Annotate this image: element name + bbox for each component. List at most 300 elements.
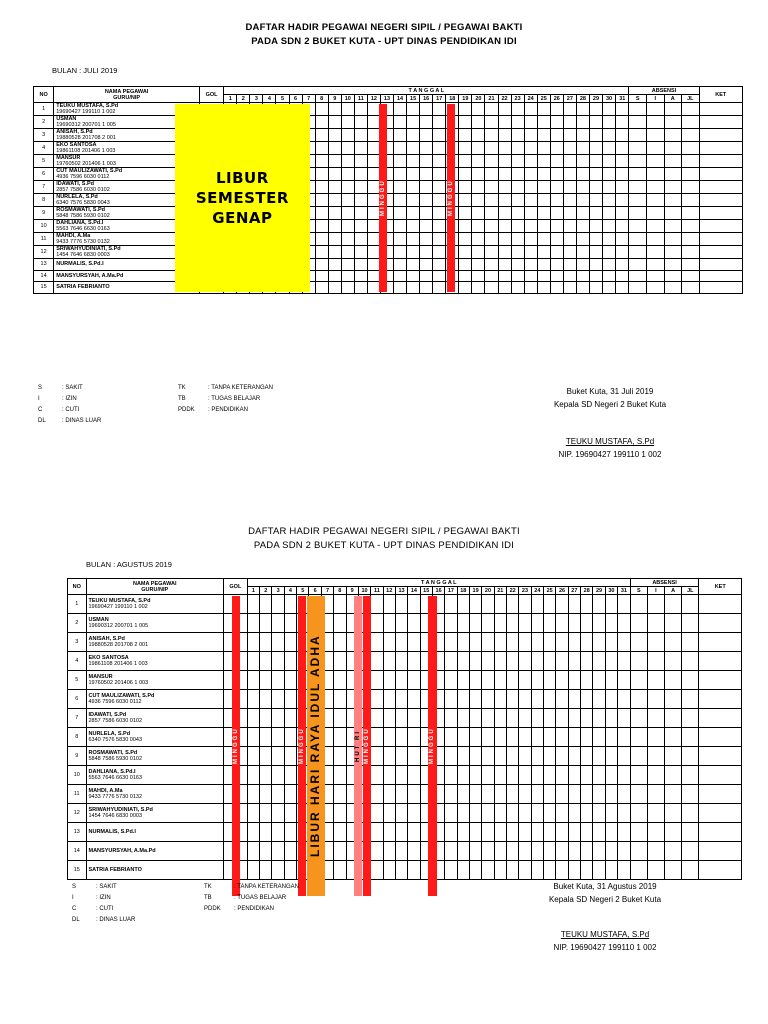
day-cell <box>563 246 576 259</box>
day-cell <box>593 747 605 766</box>
employee-cell <box>86 614 223 633</box>
day-cell <box>328 155 341 168</box>
day-cell <box>472 220 485 233</box>
july-legend-left <box>38 383 101 427</box>
row-number: 3 <box>68 633 87 652</box>
day-cell <box>354 220 367 233</box>
day-header: 12 <box>367 95 380 103</box>
day-cell <box>544 652 556 671</box>
day-cell <box>511 233 524 246</box>
day-cell <box>506 804 518 823</box>
day-cell <box>531 633 543 652</box>
day-header: 6 <box>309 587 321 595</box>
day-cell <box>482 633 494 652</box>
absensi-cell <box>664 129 682 142</box>
day-cell <box>519 842 531 861</box>
absensi-cell <box>647 614 664 633</box>
absensi-cell <box>646 129 664 142</box>
day-cell <box>395 728 407 747</box>
day-cell <box>433 282 446 294</box>
day-cell <box>494 595 506 614</box>
absensi-cell <box>682 155 700 168</box>
day-cell <box>284 709 296 728</box>
day-cell <box>563 155 576 168</box>
absensi-cell <box>646 259 664 271</box>
absensi-cell <box>665 842 682 861</box>
day-header: 21 <box>485 95 498 103</box>
day-cell <box>576 270 589 282</box>
legend-item <box>178 405 273 416</box>
day-cell <box>383 823 395 842</box>
day-header: 17 <box>445 587 457 595</box>
table-row <box>34 155 743 168</box>
day-cell <box>603 181 616 194</box>
legend-code: I <box>72 895 74 901</box>
absensi-cell <box>629 282 647 294</box>
employee-name: ANISAH, S.Pd <box>88 636 125 642</box>
day-cell <box>531 747 543 766</box>
day-cell <box>581 785 593 804</box>
day-cell <box>354 246 367 259</box>
absensi-cell <box>682 233 700 246</box>
day-cell <box>395 804 407 823</box>
table-row <box>34 103 743 116</box>
july-holiday-block <box>175 104 310 292</box>
day-cell <box>433 194 446 207</box>
day-cell <box>433 103 446 116</box>
day-cell <box>433 168 446 181</box>
day-cell <box>315 168 328 181</box>
day-cell <box>469 747 481 766</box>
day-cell <box>498 155 511 168</box>
absensi-cell <box>682 842 699 861</box>
day-cell <box>383 614 395 633</box>
day-cell <box>260 766 272 785</box>
day-cell <box>408 842 420 861</box>
ket-cell <box>699 633 742 652</box>
day-cell <box>395 633 407 652</box>
day-cell <box>341 142 354 155</box>
legend-code: DL <box>72 917 80 923</box>
day-cell <box>537 270 550 282</box>
day-cell <box>445 709 457 728</box>
day-cell <box>531 671 543 690</box>
day-cell <box>457 861 469 880</box>
day-cell <box>394 168 407 181</box>
day-cell <box>420 181 433 194</box>
day-cell <box>581 728 593 747</box>
day-cell <box>457 804 469 823</box>
day-cell <box>394 181 407 194</box>
day-cell <box>407 116 420 129</box>
day-cell <box>457 652 469 671</box>
day-cell <box>556 747 568 766</box>
employee-name: SATRIA FEBRIANTO <box>56 284 110 291</box>
legend-item <box>38 405 101 416</box>
day-cell <box>544 671 556 690</box>
day-header: 21 <box>494 587 506 595</box>
day-cell <box>247 633 259 652</box>
day-cell <box>511 168 524 181</box>
absensi-cell <box>665 595 682 614</box>
day-cell <box>260 690 272 709</box>
day-cell <box>247 728 259 747</box>
ket-cell <box>699 194 742 207</box>
day-cell <box>445 614 457 633</box>
day-cell <box>445 690 457 709</box>
day-cell <box>556 671 568 690</box>
day-cell <box>537 181 550 194</box>
day-cell <box>383 747 395 766</box>
day-header: 17 <box>433 95 446 103</box>
day-cell <box>550 207 563 220</box>
day-cell <box>550 270 563 282</box>
day-cell <box>433 116 446 129</box>
august-legend-left <box>72 882 135 926</box>
day-cell <box>315 142 328 155</box>
day-cell <box>485 282 498 294</box>
july-date-place: Buket Kuta, 31 Juli 2019 <box>566 387 654 396</box>
absensi-cell <box>647 842 664 861</box>
table-row <box>68 785 742 804</box>
employee-name: TEUKU MUSTAFA, S.Pd <box>88 598 151 604</box>
day-cell <box>383 728 395 747</box>
day-cell <box>284 728 296 747</box>
day-cell <box>550 233 563 246</box>
day-cell <box>603 155 616 168</box>
col-ket-header: KET <box>699 87 742 103</box>
absensi-cell <box>665 690 682 709</box>
day-cell <box>519 690 531 709</box>
day-cell <box>531 595 543 614</box>
day-cell <box>472 155 485 168</box>
day-cell <box>407 233 420 246</box>
day-cell <box>494 747 506 766</box>
day-cell <box>498 129 511 142</box>
day-header: 19 <box>469 587 481 595</box>
day-cell <box>457 766 469 785</box>
day-cell <box>568 709 580 728</box>
absensi-subheader: S <box>630 587 647 595</box>
absensi-cell <box>647 728 664 747</box>
employee-nip: 19690312 200701 1 005 <box>56 122 116 128</box>
day-cell <box>498 181 511 194</box>
july-attendance-table <box>33 86 743 294</box>
day-cell <box>616 194 629 207</box>
legend-code: PDDK <box>204 906 221 912</box>
day-cell <box>459 168 472 181</box>
day-cell <box>506 785 518 804</box>
day-cell <box>328 220 341 233</box>
day-cell <box>519 804 531 823</box>
absensi-cell <box>629 155 647 168</box>
day-cell <box>511 194 524 207</box>
day-cell <box>568 652 580 671</box>
day-cell <box>328 181 341 194</box>
day-cell <box>433 246 446 259</box>
day-cell <box>511 270 524 282</box>
day-cell <box>272 671 284 690</box>
day-cell <box>407 270 420 282</box>
legend-code: PDDK <box>178 407 195 413</box>
day-cell <box>593 823 605 842</box>
absensi-cell <box>646 168 664 181</box>
day-cell <box>482 861 494 880</box>
day-cell <box>284 842 296 861</box>
day-cell <box>485 155 498 168</box>
day-cell <box>482 614 494 633</box>
table-row <box>34 246 743 259</box>
day-cell <box>420 207 433 220</box>
day-cell <box>407 194 420 207</box>
row-number: 10 <box>68 766 87 785</box>
table-row <box>34 129 743 142</box>
col-no-header: NO <box>68 579 87 595</box>
day-cell <box>354 233 367 246</box>
day-cell <box>394 103 407 116</box>
day-cell <box>593 671 605 690</box>
day-cell <box>544 690 556 709</box>
day-header: 1 <box>247 587 259 595</box>
day-cell <box>371 614 383 633</box>
day-cell <box>603 246 616 259</box>
day-cell <box>589 194 602 207</box>
day-header: 28 <box>576 95 589 103</box>
day-cell <box>247 785 259 804</box>
day-header: 3 <box>250 95 263 103</box>
day-header: 31 <box>618 587 631 595</box>
day-cell <box>511 103 524 116</box>
day-cell <box>544 823 556 842</box>
day-cell <box>260 614 272 633</box>
absensi-cell <box>682 168 700 181</box>
day-header: 22 <box>506 587 518 595</box>
day-cell <box>334 671 346 690</box>
day-cell <box>524 207 537 220</box>
day-cell <box>482 804 494 823</box>
day-cell <box>485 168 498 181</box>
day-cell <box>531 861 543 880</box>
day-cell <box>408 595 420 614</box>
employee-nip: 19880528 201708 2 001 <box>88 642 149 648</box>
day-cell <box>482 785 494 804</box>
day-cell <box>494 842 506 861</box>
ket-cell <box>699 207 742 220</box>
day-cell <box>544 766 556 785</box>
legend-code: DL <box>38 418 46 424</box>
day-header: 7 <box>302 95 315 103</box>
day-cell <box>354 207 367 220</box>
day-header: 26 <box>556 587 568 595</box>
day-cell <box>605 804 617 823</box>
legend-label: : CUTI <box>62 407 80 413</box>
absensi-cell <box>630 804 647 823</box>
absensi-cell <box>664 155 682 168</box>
day-cell <box>260 823 272 842</box>
col-name-header-line1: NAMA PEGAWAI <box>104 88 149 95</box>
day-cell <box>334 785 346 804</box>
day-cell <box>457 747 469 766</box>
day-cell <box>506 709 518 728</box>
day-cell <box>524 194 537 207</box>
day-cell <box>511 155 524 168</box>
day-cell <box>247 842 259 861</box>
day-cell <box>519 823 531 842</box>
day-cell <box>383 633 395 652</box>
day-cell <box>605 728 617 747</box>
day-header: 6 <box>289 95 302 103</box>
day-cell <box>537 246 550 259</box>
day-cell <box>498 259 511 271</box>
absensi-cell <box>630 766 647 785</box>
day-cell <box>371 652 383 671</box>
day-cell <box>394 207 407 220</box>
day-cell <box>469 766 481 785</box>
col-gol-header: GOL <box>223 579 247 595</box>
day-cell <box>494 690 506 709</box>
absensi-cell <box>664 246 682 259</box>
day-cell <box>544 614 556 633</box>
absensi-cell <box>646 233 664 246</box>
day-cell <box>576 168 589 181</box>
day-cell <box>334 633 346 652</box>
day-cell <box>556 633 568 652</box>
day-cell <box>568 804 580 823</box>
absensi-cell <box>682 270 700 282</box>
day-cell <box>494 804 506 823</box>
day-cell <box>420 168 433 181</box>
day-cell <box>383 709 395 728</box>
day-cell <box>581 652 593 671</box>
ket-cell <box>699 823 742 842</box>
day-cell <box>482 652 494 671</box>
day-cell <box>589 246 602 259</box>
employee-name: IDAWATI, S.Pd <box>88 712 127 718</box>
july-signature-name: TEUKU MUSTAFA, S.Pd <box>565 437 655 446</box>
day-cell <box>284 614 296 633</box>
absensi-cell <box>664 233 682 246</box>
day-cell <box>394 246 407 259</box>
day-cell <box>383 671 395 690</box>
day-header: 2 <box>237 95 250 103</box>
row-number: 2 <box>34 116 54 129</box>
day-cell <box>394 155 407 168</box>
day-cell <box>618 633 631 652</box>
row-number: 7 <box>68 709 87 728</box>
absensi-cell <box>646 181 664 194</box>
day-cell <box>485 220 498 233</box>
day-cell <box>315 194 328 207</box>
day-cell <box>524 181 537 194</box>
employee-cell <box>86 633 223 652</box>
day-cell <box>576 181 589 194</box>
day-cell <box>383 861 395 880</box>
day-header: 16 <box>432 587 444 595</box>
day-cell <box>247 747 259 766</box>
absensi-cell <box>629 116 647 129</box>
day-cell <box>581 595 593 614</box>
day-cell <box>407 259 420 271</box>
day-cell <box>272 652 284 671</box>
day-cell <box>354 181 367 194</box>
day-cell <box>383 785 395 804</box>
day-cell <box>407 181 420 194</box>
day-cell <box>537 259 550 271</box>
day-cell <box>616 207 629 220</box>
employee-nip: 6340 7576 5830 0043 <box>56 200 110 206</box>
ket-cell <box>699 804 742 823</box>
absensi-cell <box>630 785 647 804</box>
day-cell <box>485 207 498 220</box>
day-cell <box>563 103 576 116</box>
august-signature-block <box>505 880 705 954</box>
legend-code: C <box>38 407 43 413</box>
day-cell <box>506 861 518 880</box>
day-cell <box>482 671 494 690</box>
day-cell <box>616 270 629 282</box>
absensi-cell <box>665 766 682 785</box>
ket-cell <box>699 690 742 709</box>
day-cell <box>531 842 543 861</box>
day-cell <box>524 282 537 294</box>
day-cell <box>260 861 272 880</box>
day-cell <box>550 142 563 155</box>
day-cell <box>568 766 580 785</box>
absensi-cell <box>646 116 664 129</box>
absensi-cell <box>647 652 664 671</box>
ket-cell <box>699 116 742 129</box>
legend-label: : TUGAS BELAJAR <box>234 895 287 901</box>
day-cell <box>556 804 568 823</box>
day-cell <box>589 181 602 194</box>
july-signature-block <box>510 385 710 461</box>
day-cell <box>618 652 631 671</box>
day-cell <box>524 220 537 233</box>
day-cell <box>354 168 367 181</box>
day-cell <box>563 168 576 181</box>
day-header: 30 <box>605 587 617 595</box>
ket-cell <box>699 103 742 116</box>
table-row <box>68 861 742 880</box>
day-cell <box>472 259 485 271</box>
day-cell <box>531 785 543 804</box>
day-cell <box>371 785 383 804</box>
day-cell <box>383 690 395 709</box>
absensi-cell <box>629 103 647 116</box>
day-cell <box>550 220 563 233</box>
day-cell <box>395 690 407 709</box>
day-cell <box>284 595 296 614</box>
day-cell <box>531 728 543 747</box>
day-cell <box>328 282 341 294</box>
day-cell <box>445 728 457 747</box>
day-header: 25 <box>537 95 550 103</box>
table-row <box>34 194 743 207</box>
day-cell <box>519 652 531 671</box>
day-header: 7 <box>321 587 333 595</box>
day-cell <box>616 181 629 194</box>
absensi-cell <box>664 194 682 207</box>
employee-cell <box>86 747 223 766</box>
employee-nip: 4936 7596 6030 0112 <box>56 174 110 180</box>
day-cell <box>341 220 354 233</box>
absensi-cell <box>682 595 699 614</box>
day-cell <box>459 246 472 259</box>
ket-cell <box>699 233 742 246</box>
absensi-cell <box>682 220 700 233</box>
day-header: 10 <box>358 587 370 595</box>
day-header: 11 <box>371 587 383 595</box>
